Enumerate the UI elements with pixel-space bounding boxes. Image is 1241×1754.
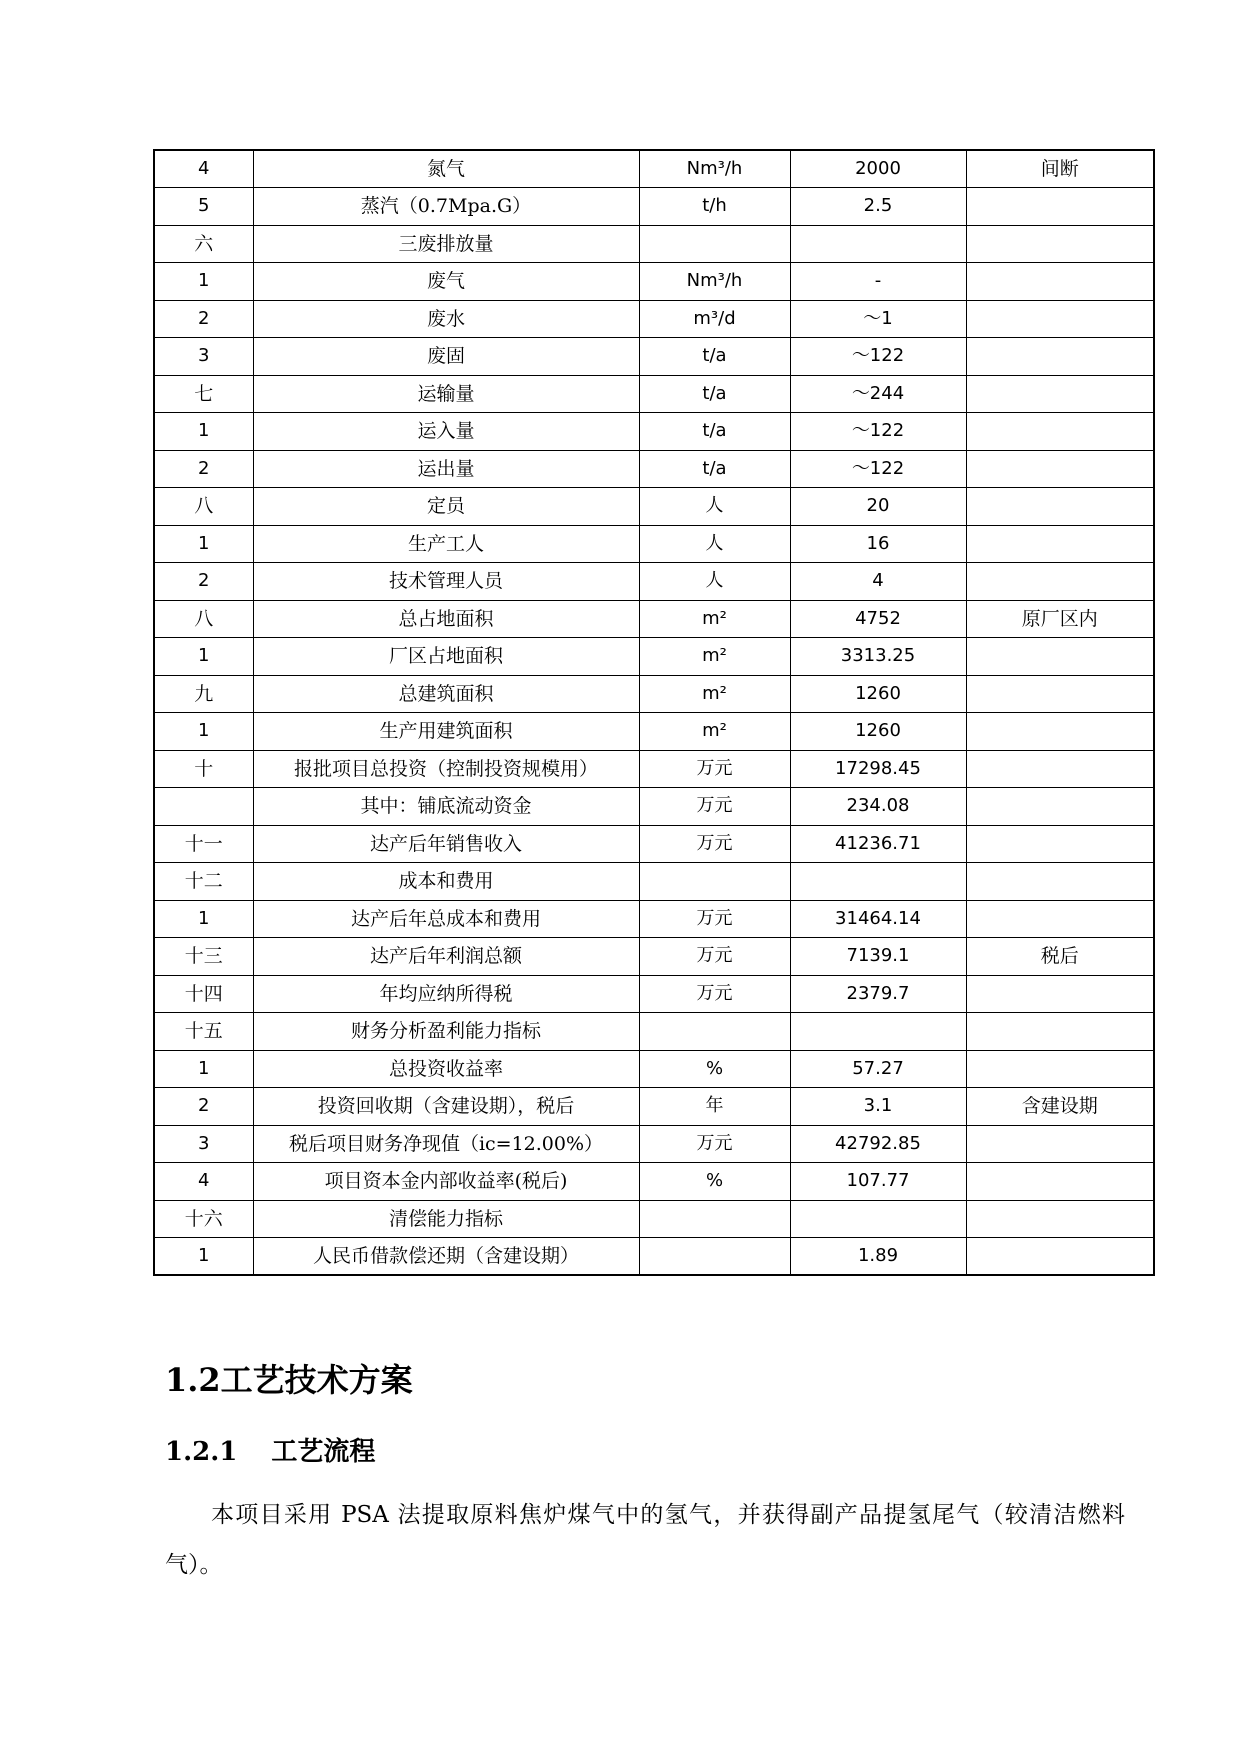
cell-item-name: 达产后年销售收入 — [253, 825, 639, 863]
cell-item-name: 蒸汽（0.7Mpa.G） — [253, 188, 639, 226]
table-body — [154, 150, 1154, 1275]
cell-note — [966, 525, 1154, 563]
cell-note — [966, 1200, 1154, 1238]
cell-note: 税后 — [966, 938, 1154, 976]
table-row — [154, 975, 1154, 1013]
cell-note — [966, 788, 1154, 826]
subsection-heading — [165, 1431, 375, 1468]
cell-seq: 1 — [154, 638, 253, 676]
table-row — [154, 263, 1154, 301]
cell-value: 17298.45 — [790, 750, 966, 788]
cell-item-name: 报批项目总投资（控制投资规模用） — [253, 750, 639, 788]
table-row — [154, 188, 1154, 226]
cell-value: 1.89 — [790, 1238, 966, 1276]
cell-unit — [639, 1238, 790, 1276]
cell-item-name: 废气 — [253, 263, 639, 301]
cell-value: ～122 — [790, 450, 966, 488]
cell-seq: 2 — [154, 1088, 253, 1126]
cell-seq: 1 — [154, 263, 253, 301]
cell-item-name: 定员 — [253, 488, 639, 526]
cell-seq: 1 — [154, 1238, 253, 1276]
table-row — [154, 413, 1154, 451]
cell-note — [966, 225, 1154, 263]
cell-unit: 人 — [639, 488, 790, 526]
body-paragraph: 本项目采用 PSA 法提取原料焦炉煤气中的氢气，并获得副产品提氢尾气（较清洁燃料气）。 — [165, 1502, 1125, 1578]
table-row — [154, 375, 1154, 413]
table-row — [154, 938, 1154, 976]
cell-note — [966, 1125, 1154, 1163]
cell-item-name: 氮气 — [253, 150, 639, 188]
cell-value — [790, 1013, 966, 1051]
cell-note: 间断 — [966, 150, 1154, 188]
cell-item-name: 达产后年利润总额 — [253, 938, 639, 976]
table-row — [154, 638, 1154, 676]
table-row — [154, 338, 1154, 376]
cell-unit: 万元 — [639, 825, 790, 863]
cell-note — [966, 488, 1154, 526]
cell-note — [966, 450, 1154, 488]
table-row — [154, 713, 1154, 751]
cell-item-name: 达产后年总成本和费用 — [253, 900, 639, 938]
cell-seq: 1 — [154, 900, 253, 938]
cell-seq: 1 — [154, 1050, 253, 1088]
cell-note — [966, 638, 1154, 676]
table-row — [154, 788, 1154, 826]
cell-unit: m³/d — [639, 300, 790, 338]
cell-unit: 万元 — [639, 975, 790, 1013]
table-row — [154, 1238, 1154, 1276]
cell-value: - — [790, 263, 966, 301]
cell-seq: 十五 — [154, 1013, 253, 1051]
cell-seq: 5 — [154, 188, 253, 226]
cell-seq: 十一 — [154, 825, 253, 863]
cell-value: ～1 — [790, 300, 966, 338]
cell-item-name: 其中：铺底流动资金 — [253, 788, 639, 826]
cell-unit — [639, 225, 790, 263]
cell-note: 原厂区内 — [966, 600, 1154, 638]
table-row — [154, 900, 1154, 938]
cell-item-name: 三废排放量 — [253, 225, 639, 263]
cell-unit: 万元 — [639, 1125, 790, 1163]
cell-value: 2379.7 — [790, 975, 966, 1013]
table-row — [154, 225, 1154, 263]
table-row — [154, 300, 1154, 338]
cell-value: 3.1 — [790, 1088, 966, 1126]
cell-seq: 十六 — [154, 1200, 253, 1238]
cell-unit: m² — [639, 713, 790, 751]
cell-seq: 十 — [154, 750, 253, 788]
cell-item-name: 废固 — [253, 338, 639, 376]
cell-seq: 4 — [154, 150, 253, 188]
cell-item-name: 总建筑面积 — [253, 675, 639, 713]
cell-seq: 九 — [154, 675, 253, 713]
cell-value: 16 — [790, 525, 966, 563]
cell-unit: t/a — [639, 450, 790, 488]
cell-unit — [639, 863, 790, 901]
cell-unit — [639, 1200, 790, 1238]
cell-seq: 3 — [154, 1125, 253, 1163]
table-row — [154, 863, 1154, 901]
cell-item-name: 生产用建筑面积 — [253, 713, 639, 751]
cell-unit: t/a — [639, 375, 790, 413]
cell-note — [966, 413, 1154, 451]
table-row — [154, 150, 1154, 188]
cell-unit: Nm³/h — [639, 263, 790, 301]
cell-seq: 2 — [154, 450, 253, 488]
cell-note — [966, 1050, 1154, 1088]
table-row — [154, 1050, 1154, 1088]
cell-value: 107.77 — [790, 1163, 966, 1201]
cell-note — [966, 338, 1154, 376]
table-row — [154, 1013, 1154, 1051]
cell-value: 1260 — [790, 713, 966, 751]
cell-value: 7139.1 — [790, 938, 966, 976]
cell-unit: t/a — [639, 338, 790, 376]
cell-value: 4752 — [790, 600, 966, 638]
cell-item-name: 成本和费用 — [253, 863, 639, 901]
cell-unit: m² — [639, 600, 790, 638]
cell-note — [966, 1238, 1154, 1276]
cell-item-name: 运入量 — [253, 413, 639, 451]
cell-seq: 十二 — [154, 863, 253, 901]
cell-note — [966, 675, 1154, 713]
cell-value: 57.27 — [790, 1050, 966, 1088]
table-row — [154, 600, 1154, 638]
cell-item-name: 技术管理人员 — [253, 563, 639, 601]
table-row — [154, 675, 1154, 713]
subsection-title: 工艺流程 — [271, 1437, 376, 1467]
cell-note — [966, 825, 1154, 863]
table-row — [154, 750, 1154, 788]
cell-seq: 1 — [154, 525, 253, 563]
cell-unit: % — [639, 1050, 790, 1088]
table-row — [154, 525, 1154, 563]
cell-unit: 万元 — [639, 900, 790, 938]
cell-note — [966, 713, 1154, 751]
cell-note — [966, 188, 1154, 226]
cell-value — [790, 863, 966, 901]
table-row — [154, 563, 1154, 601]
cell-note — [966, 975, 1154, 1013]
cell-note — [966, 375, 1154, 413]
table-row — [154, 488, 1154, 526]
cell-unit: 万元 — [639, 750, 790, 788]
cell-value: 2.5 — [790, 188, 966, 226]
cell-note — [966, 300, 1154, 338]
cell-item-name: 税后项目财务净现值（ic=12.00%） — [253, 1125, 639, 1163]
cell-value: ～244 — [790, 375, 966, 413]
cell-item-name: 人民币借款偿还期（含建设期） — [253, 1238, 639, 1276]
cell-value: 20 — [790, 488, 966, 526]
cell-unit: t/h — [639, 188, 790, 226]
cell-value: 4 — [790, 563, 966, 601]
cell-item-name: 废水 — [253, 300, 639, 338]
cell-seq: 1 — [154, 713, 253, 751]
cell-item-name: 总占地面积 — [253, 600, 639, 638]
cell-unit: 人 — [639, 525, 790, 563]
cell-seq: 十三 — [154, 938, 253, 976]
cell-unit: Nm³/h — [639, 150, 790, 188]
cell-item-name: 运输量 — [253, 375, 639, 413]
cell-value: 1260 — [790, 675, 966, 713]
cell-unit: 万元 — [639, 938, 790, 976]
cell-unit: 年 — [639, 1088, 790, 1126]
cell-value — [790, 1200, 966, 1238]
cell-unit: 万元 — [639, 788, 790, 826]
cell-value — [790, 225, 966, 263]
cell-seq: 3 — [154, 338, 253, 376]
cell-note — [966, 863, 1154, 901]
table-row — [154, 1200, 1154, 1238]
cell-value: 2000 — [790, 150, 966, 188]
cell-seq: 八 — [154, 488, 253, 526]
cell-item-name: 总投资收益率 — [253, 1050, 639, 1088]
cell-seq: 2 — [154, 563, 253, 601]
cell-note — [966, 263, 1154, 301]
cell-note — [966, 900, 1154, 938]
cell-unit: % — [639, 1163, 790, 1201]
table-row — [154, 825, 1154, 863]
cell-item-name: 投资回收期（含建设期），税后 — [253, 1088, 639, 1126]
cell-seq: 1 — [154, 413, 253, 451]
cell-value: 41236.71 — [790, 825, 966, 863]
cell-unit: m² — [639, 675, 790, 713]
cell-unit: m² — [639, 638, 790, 676]
cell-value: 31464.14 — [790, 900, 966, 938]
table-row — [154, 1125, 1154, 1163]
cell-item-name: 生产工人 — [253, 525, 639, 563]
cell-value: 234.08 — [790, 788, 966, 826]
cell-item-name: 厂区占地面积 — [253, 638, 639, 676]
cell-seq: 八 — [154, 600, 253, 638]
cell-item-name: 年均应纳所得税 — [253, 975, 639, 1013]
cell-unit: t/a — [639, 413, 790, 451]
subsection-number: 1.2.1 — [165, 1437, 238, 1467]
cell-seq: 六 — [154, 225, 253, 263]
section-heading: 1.2工艺技术方案 — [165, 1361, 413, 1399]
cell-unit: 人 — [639, 563, 790, 601]
cell-note — [966, 1163, 1154, 1201]
indicator-table — [153, 149, 1155, 1276]
table-row — [154, 1088, 1154, 1126]
cell-note — [966, 1013, 1154, 1051]
cell-seq: 十四 — [154, 975, 253, 1013]
cell-value: 42792.85 — [790, 1125, 966, 1163]
cell-seq: 2 — [154, 300, 253, 338]
cell-unit — [639, 1013, 790, 1051]
cell-item-name: 项目资本金内部收益率(税后) — [253, 1163, 639, 1201]
cell-note — [966, 750, 1154, 788]
cell-note — [966, 563, 1154, 601]
cell-value: ～122 — [790, 338, 966, 376]
cell-item-name: 清偿能力指标 — [253, 1200, 639, 1238]
table-row — [154, 450, 1154, 488]
table-row — [154, 1163, 1154, 1201]
cell-seq: 七 — [154, 375, 253, 413]
cell-note: 含建设期 — [966, 1088, 1154, 1126]
cell-item-name: 运出量 — [253, 450, 639, 488]
cell-value: ～122 — [790, 413, 966, 451]
cell-seq: 4 — [154, 1163, 253, 1201]
cell-seq — [154, 788, 253, 826]
cell-value: 3313.25 — [790, 638, 966, 676]
cell-item-name: 财务分析盈利能力指标 — [253, 1013, 639, 1051]
